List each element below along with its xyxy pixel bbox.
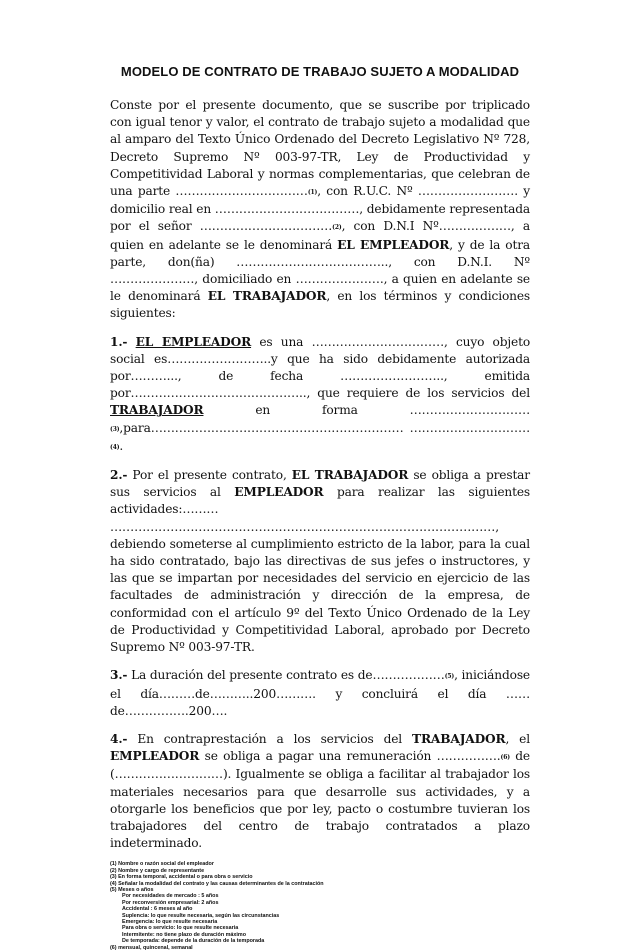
clause-3-text-2: , iniciándose el día………de………..200………. y concluirá el día ……de…………….200…. — [110, 668, 530, 718]
footnote-subline: Por necesidades de mercado : 5 años — [122, 893, 219, 900]
intro-paragraph — [110, 97, 530, 323]
footnote-line: (3) En forma temporal, accidental o para obra o servicio — [110, 874, 253, 881]
footnote-ref-3: (3) — [110, 425, 120, 433]
footnote-subline: De temporada: depende de la duración de la temporada — [122, 938, 265, 945]
footnote-line: (5) Meses o años — [110, 886, 154, 893]
clause-3-text-1: La duración del presente contrato es de……………… — [127, 668, 445, 683]
clause-1-employer: EL EMPLEADOR — [135, 334, 252, 349]
clause-2-worker: EL TRABAJADOR — [291, 468, 409, 483]
footnote-subline: Para obra o servicio: lo que resulte necesaria — [122, 925, 239, 932]
intro-text-1: Conste por el presente documento, que se suscribe por triplicado con igual tenor y valor, el contrato de trabajo sujeto a modalidad que al amparo del Texto Único Ordenado del Decreto Legislativo Nº 728, Decreto Supremo Nº 003-97-TR, Ley de Productividad y Competitividad Laboral y normas complementarias, que celebran de una parte …………………………… — [110, 98, 530, 199]
footnote-ref-1: (1) — [307, 189, 318, 197]
clause-1-text-4: . — [119, 438, 124, 453]
clause-1-text-2: en forma ………………………… — [203, 403, 530, 418]
footnote-subline: Intermitente: no tiene plazo de duración máximo — [122, 931, 247, 938]
clause-4-text-2: , el — [505, 731, 530, 746]
clause-2-text-1: Por el presente contrato, — [127, 468, 292, 483]
worker-term: EL TRABAJADOR — [207, 289, 327, 304]
clause-4 — [110, 731, 530, 852]
clause-4-text-1: En contraprestación a los servicios del — [127, 731, 413, 746]
clause-4-employer: EMPLEADOR — [110, 749, 200, 764]
clause-1-number: 1.- — [110, 334, 128, 349]
intro-text-2: , con R.U.C. Nº ……………………. y domicilio real en ………………………………, debidamente representada por el señor …………………………… — [110, 184, 530, 234]
clause-4-text-4: de (………………………). Igualmente se obliga a facilitar al trabajador los materiales necesarios para que desarrolle sus actividades, y a otorgarle los beneficios que por ley, pacto o costumbre tuvieran los trabajadores del centro de trabajo contratados a plazo indeterminado. — [110, 749, 530, 851]
clause-3-number: 3.- — [110, 668, 128, 683]
footnote-ref-4: (4) — [110, 443, 120, 451]
clause-3 — [110, 667, 530, 720]
clause-2-number: 2.- — [110, 468, 128, 483]
footnote-line: (2) Nombre y cargo de representante — [110, 867, 205, 874]
footnote-line: (4) Señalar la modalidad del contrato y las causas determinantes de la contratación — [110, 880, 324, 887]
clause-4-text-3: se obliga a pagar una remuneración ……………. — [199, 749, 501, 764]
footnotes — [110, 861, 530, 951]
footnote-subline: Suplencia: lo que resulte necesaria, según las circunstancias — [122, 912, 280, 919]
footnote-subline: Accidental : 6 meses al año — [122, 906, 193, 913]
clause-2-employer: EMPLEADOR — [234, 485, 324, 500]
footnote-line: (1) Nombre o razón social del empleador — [110, 861, 214, 868]
clause-1 — [110, 334, 530, 456]
footnote-subline: Emergencia: lo que resulte necesaria — [122, 918, 218, 925]
clause-1-text-1: es una ……………………………, cuyo objeto social es……………………..y que ha sido debidamente autorizada por………..., de fecha …………………….., emitida por…………………………………….., que requiere de los servicios del — [110, 334, 531, 401]
intro-text-5: , en los términos y condiciones siguientes: — [110, 289, 530, 321]
intro-text-3: , con D.N.I Nº………………, a quien en adelante se le denominará — [110, 219, 530, 252]
intro-text-4: , y de la otra parte, don(ña) ……………………………….., con D.N.I. Nº …………………, domiciliado en …………………., a quien en adelante se le denominará — [110, 237, 531, 304]
clause-4-worker: TRABAJADOR — [412, 731, 506, 746]
document-title: MODELO DE CONTRATO DE TRABAJO SUJETO A MODALIDAD — [120, 64, 520, 79]
clause-4-number: 4.- — [110, 731, 128, 746]
footnote-ref-2: (2) — [332, 224, 342, 232]
footnote-subline: Por reconversión empresarial: 2 años — [122, 899, 219, 906]
footnote-ref-5: (5) — [444, 673, 455, 681]
employer-term: EL EMPLEADOR — [337, 237, 450, 252]
clause-2 — [110, 467, 530, 656]
footnote-line: (6) mensual, quincenal, semanal — [110, 944, 193, 951]
footnote-ref-6: (6) — [500, 754, 510, 762]
clause-2-text-2: se obliga a prestar sus servicios al — [110, 468, 530, 500]
clause-1-worker: TRABAJADOR — [110, 403, 204, 418]
clause-1-text-3: ,para……………………………………………………… ………………………… — [119, 420, 530, 435]
clause-2-text-3: para realizar las siguientes actividades:……… ……………………………………………………………………………………, debiendo someterse al cumplimiento estricto de la labor, para la cual ha sido contratado, bajo las directivas de sus jefes o instructores, y las que se impartan por necesidades del servicio en ejercicio de las facultades de administración y dirección de la empresa, de conformidad con el artículo 9º del Texto Único Ordenado de la Ley de Productividad y Competitividad Laboral, aprobado por Decreto Supremo Nº 003-97-TR. — [110, 485, 530, 655]
